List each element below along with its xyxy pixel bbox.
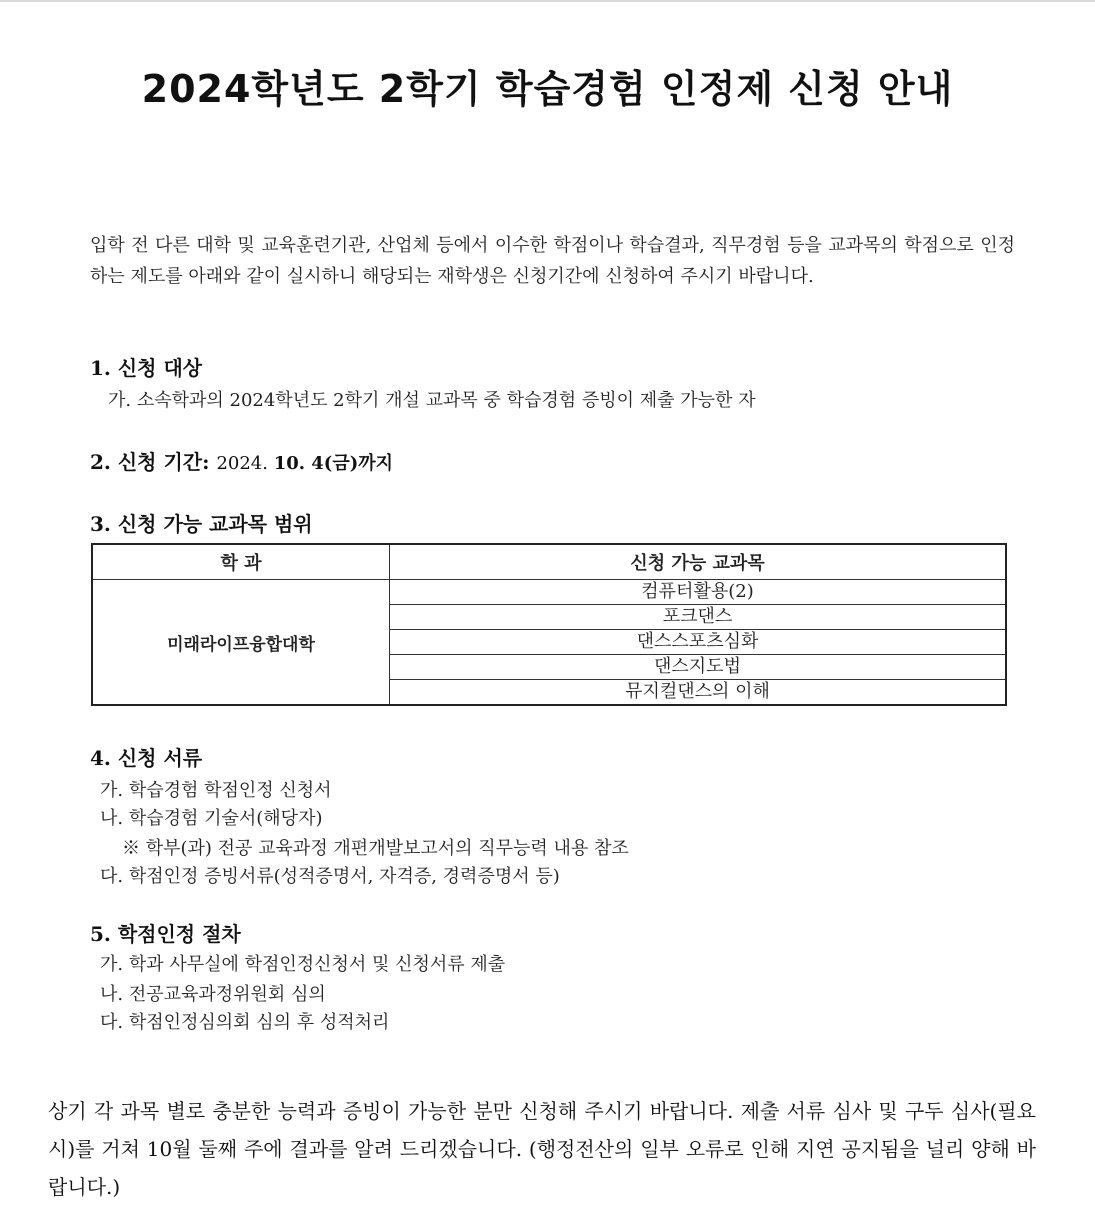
table-header-row <box>92 544 1006 580</box>
section4-item: 나. 학습경험 기술서(해당자) <box>100 808 323 829</box>
top-divider <box>0 0 1095 2</box>
header-department: 학 과 <box>92 544 390 580</box>
course-cell: 컴퓨터활용(2) <box>390 580 1007 605</box>
section2-heading <box>90 446 393 475</box>
section1-item: 가. 소속학과의 2024학년도 2학기 개설 교과목 중 학습경험 증빙이 제출 가능한 자 <box>108 390 756 411</box>
department-cell: 미래라이프융합대학 <box>92 580 390 706</box>
application-period <box>216 453 393 474</box>
course-cell: 포크댄스 <box>390 605 1007 630</box>
intro-paragraph: 입학 전 다른 대학 및 교육훈련기관, 산업체 등에서 이수한 학점이나 학습결과, 직무경험 등을 교과목의 학점으로 인정하는 제도를 아래와 같이 실시하니 해당되는 재학생은 신청기간에 신청하여 주시기 바랍니다. <box>90 235 1015 287</box>
section3-heading: 3. 신청 가능 교과목 범위 <box>90 512 313 536</box>
section4-heading: 4. 신청 서류 <box>90 746 203 770</box>
document-title: 2024학년도 2학기 학습경험 인정제 신청 안내 <box>141 67 954 111</box>
period-year: 2024. <box>216 453 268 474</box>
section4-note: ※ 학부(과) 전공 교육과정 개편개발보고서의 직무능력 내용 참조 <box>122 838 629 859</box>
table-row <box>92 580 1006 605</box>
section1-heading: 1. 신청 대상 <box>90 356 203 380</box>
section4-item: 다. 학점인정 증빙서류(성적증명서, 자격증, 경력증명서 등) <box>100 866 560 887</box>
course-table <box>91 543 1007 706</box>
closing-paragraph: 상기 각 과목 별로 충분한 능력과 증빙이 가능한 분만 신청해 주시기 바랍니다. 제출 서류 심사 및 구두 심사(필요 시)를 거쳐 10월 둘째 주에 결과를 알려 드리겠습니다. (행정전산의 일부 오류로 인해 지연 공지됨을 널리 양해 바랍니다.) <box>48 1099 1036 1199</box>
course-cell: 댄스스포츠심화 <box>390 630 1007 655</box>
section5-heading: 5. 학점인정 절차 <box>90 922 241 946</box>
section5-item: 나. 전공교육과정위원회 심의 <box>100 984 326 1005</box>
period-deadline: 10. 4(금)까지 <box>273 453 394 474</box>
header-courses: 신청 가능 교과목 <box>390 544 1007 580</box>
course-cell: 댄스지도법 <box>390 655 1007 680</box>
section4-item: 가. 학습경험 학점인정 신청서 <box>100 780 332 801</box>
course-cell: 뮤지컬댄스의 이해 <box>390 680 1007 706</box>
section2-label: 2. 신청 기간: <box>90 450 210 474</box>
section5-item: 다. 학점인정심의회 심의 후 성적처리 <box>100 1012 390 1033</box>
section5-item: 가. 학과 사무실에 학점인정신청서 및 신청서류 제출 <box>100 954 506 975</box>
